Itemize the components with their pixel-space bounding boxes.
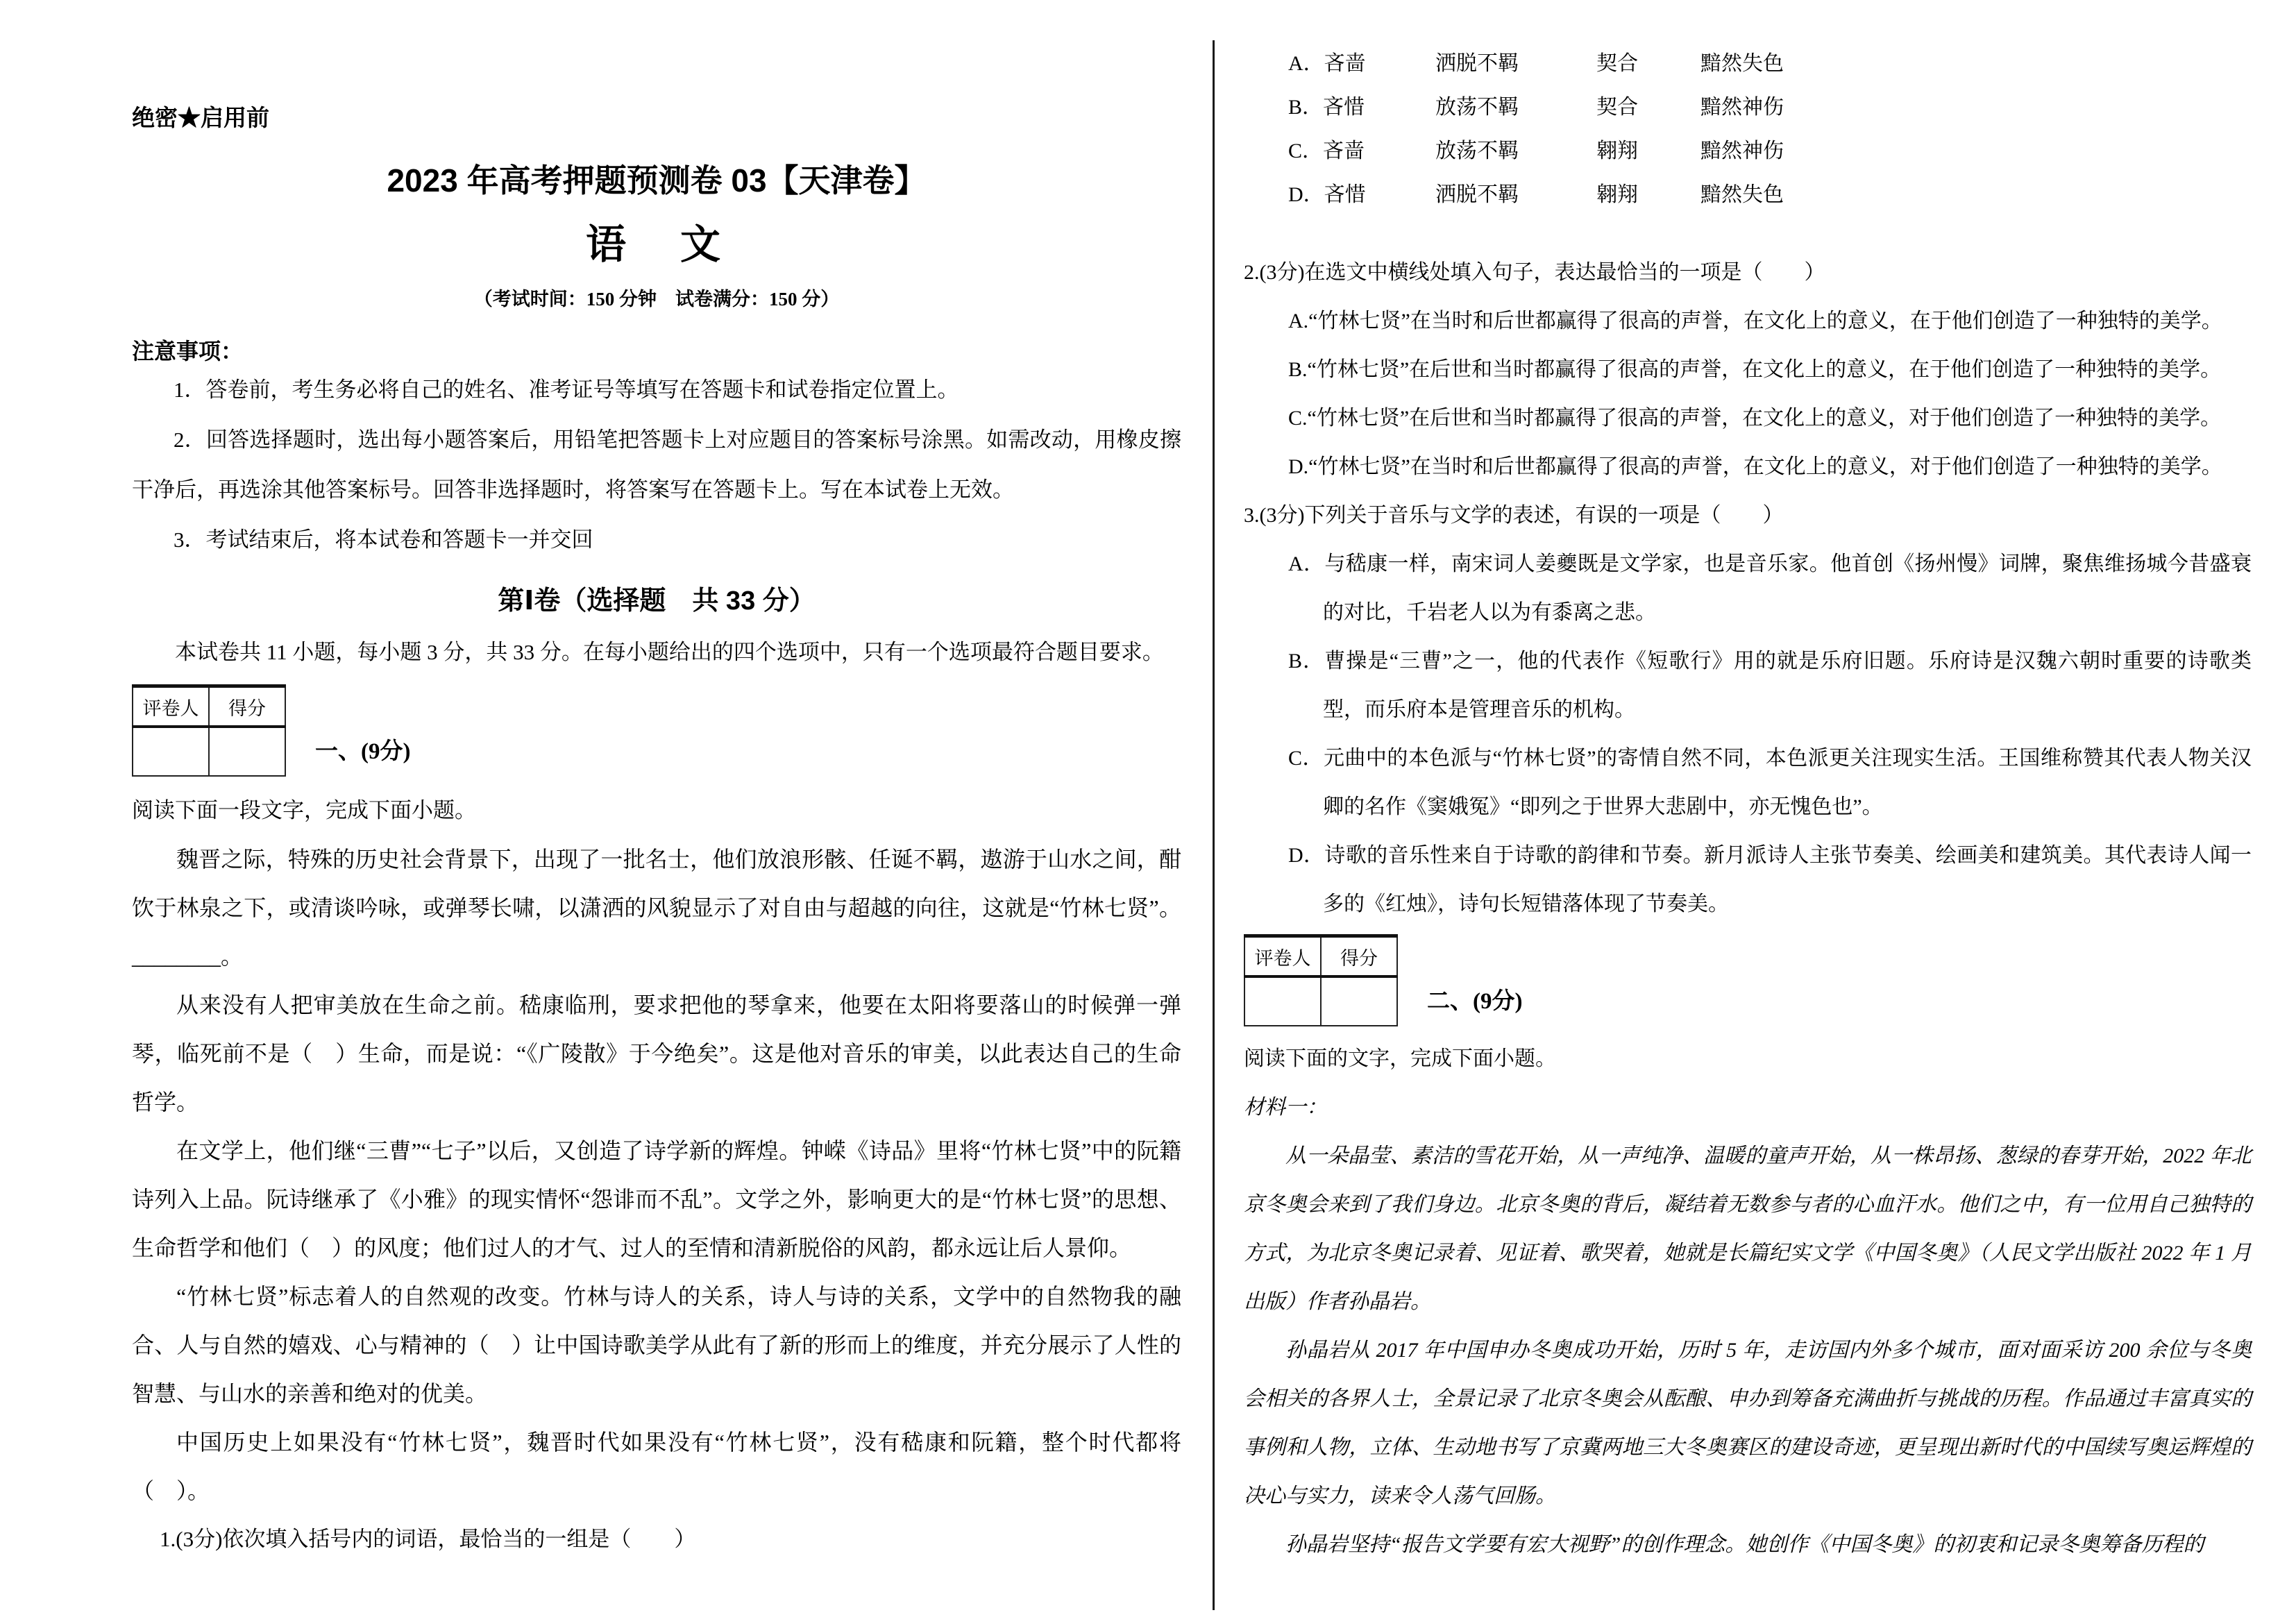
material-paragraph-3: 孙晶岩坚持“报告文学要有宏大视野”的创作理念。她创作《中国冬奥》的初衷和记录冬奥筹备历程的: [1285, 1533, 2204, 1556]
secrecy-label: 绝密★启用前: [132, 105, 269, 130]
passage-paragraph-4: “竹林七贤”标志着人的自然观的改变。竹林与诗人的关系，诗人与诗的关系，文学中的自然物我的融合、人与自然的嬉戏、心与精神的（ ）让中国诗歌美学从此有了新的形而上的维度，并充分展示了人性的智慧、与山水的亲善和绝对的优美。: [132, 1284, 1181, 1406]
score-cell-label: 得分: [209, 686, 285, 727]
q1-option-c-word2: 放荡不羁: [1435, 139, 1519, 162]
exam-meta: （考试时间：150 分钟 试卷满分：150 分）: [473, 289, 840, 310]
question-1-options: [1244, 42, 2252, 217]
material-paragraph-2: 孙晶岩从 2017 年中国申办冬奥成功开始，历时 5 年，走访国内外多个城市，面对面采访 200 余位与冬奥会相关的各界人士，全景记录了北京冬奥会从酝酿、申办到筹备充满曲折与挑战的历程。作品通过丰富真实的事例和人物，立体、生动地书写了京冀两地三大冬奥赛区的建设奇迹，更呈现出新时代的中国续写奥运辉煌的决心与实力，读来令人荡气回肠。: [1244, 1339, 2252, 1507]
question-1-stem: 1.(3分)依次填入括号内的词语，最恰当的一组是（ ）: [160, 1527, 696, 1551]
question-2-stem: 2.(3分)在选文中横线处填入句子，表达最恰当的一项是（ ）: [1244, 261, 1825, 284]
material-paragraph-1: 从一朵晶莹、素洁的雪花开始，从一声纯净、温暖的童声开始，从一株昂扬、葱绿的春芽开始，2022 年北京冬奥会来到了我们身边。北京冬奥的背后，凝结着无数参与者的心血汗水。他们之中，有一位用自己独特的方式，为北京冬奥记录着、见证着、歌哭着，她就是长篇纪实文学《中国冬奥》（人民文学出版社 2022 年 1 月出版）作者孙晶岩。: [1244, 1144, 2252, 1313]
q2-option-b: B.“竹林七贤”在后世和当时都赢得了很高的声誉，在文化上的意义，在于他们创造了一种独特的美学。: [1288, 358, 2222, 381]
q1-option-d-word3: 翱翔: [1596, 183, 1638, 206]
section1-intro: 本试卷共 11 小题，每小题 3 分，共 33 分。在每小题给出的四个选项中，只有一个选项最符合题目要求。: [175, 640, 1164, 664]
grader-score-table: [132, 684, 286, 777]
score-cell-empty-2: [1321, 976, 1397, 1026]
reading-lead-2: 阅读下面的文字，完成下面小题。: [1244, 1047, 1556, 1070]
exam-subject: 语 文: [585, 222, 727, 267]
question-3-block: [1244, 491, 2252, 929]
q1-option-a-word4: 黯然失色: [1700, 52, 1784, 75]
score-cell-label-2: 得分: [1321, 936, 1397, 977]
grader-score-block-2: [1244, 934, 2252, 1026]
q1-option-d-word2: 洒脱不羁: [1435, 183, 1519, 206]
notice-item-1: 1．答卷前，考生务必将自己的姓名、准考证号等填写在答题卡和试卷指定位置上。: [174, 378, 959, 402]
left-column: [132, 104, 1181, 1564]
grader-score-block-1: [132, 684, 1181, 777]
material-1-label: 材料一：: [1244, 1096, 1327, 1119]
part-two-label: 二、(9分): [1427, 989, 1523, 1014]
notice-heading: 注意事项：: [132, 339, 244, 364]
q1-option-b-word3: 契合: [1596, 96, 1638, 119]
passage-paragraph-2: 从来没有人把审美放在生命之前。嵇康临刑，要求把他的琴拿来，他要在太阳将要落山的时候弹一弹琴，临死前不是（ ）生命，而是说：“《广陵散》于今绝矣”。这是他对音乐的审美，以此表达自己的生命哲学。: [132, 992, 1181, 1115]
passage-paragraph-5: 中国历史上如果没有“竹林七贤”，魏晋时代如果没有“竹林七贤”，没有嵇康和阮籍，整个时代都将（ ）。: [132, 1430, 1181, 1503]
q2-option-d: D.“竹林七贤”在当时和后世都赢得了很高的声誉，在文化上的意义，对于他们创造了一种独特的美学。: [1288, 455, 2222, 478]
q1-option-c-word3: 翱翔: [1596, 139, 1638, 162]
q1-option-a-word2: 洒脱不羁: [1435, 52, 1519, 75]
reading-lead-1: 阅读下面一段文字，完成下面小题。: [132, 798, 476, 822]
notice-item-3: 3．考试结束后，将本试卷和答题卡一并交回: [174, 527, 593, 552]
q3-option-b: B．曹操是“三曹”之一，他的代表作《短歌行》用的就是乐府旧题。乐府诗是汉魏六朝时重要的诗歌类型，而乐府本是管理音乐的机构。: [1288, 650, 2252, 721]
q1-option-b-word1: B．吝惜: [1288, 96, 1365, 119]
q1-option-d-word1: D．吝惜: [1288, 183, 1366, 206]
q2-option-a: A.“竹林七贤”在当时和后世都赢得了很高的声誉，在文化上的意义，在于他们创造了一种独特的美学。: [1288, 310, 2222, 332]
grader-cell-label: 评卷人: [133, 686, 209, 727]
q3-option-c: C．元曲中的本色派与“竹林七贤”的寄情自然不同，本色派更关注现实生活。王国维称赞其代表人物关汉卿的名作《窦娥冤》“即列之于世界大悲剧中，亦无愧色也”。: [1288, 747, 2252, 818]
grader-cell-empty-2: [1244, 976, 1321, 1026]
q1-option-c-word4: 黯然神伤: [1700, 139, 1784, 162]
part-one-label: 一、(9分): [315, 739, 411, 764]
grader-score-table-2: [1244, 934, 1398, 1026]
q3-option-d: D．诗歌的音乐性来自于诗歌的韵律和节奏。新月派诗人主张节奏美、绘画美和建筑美。其代表诗人闻一多的《红烛》，诗句长短错落体现了节奏美。: [1288, 844, 2252, 915]
q1-option-b-word2: 放荡不羁: [1435, 96, 1519, 119]
q3-option-a: A．与嵇康一样，南宋词人姜夔既是文学家，也是音乐家。他首创《扬州慢》词牌，聚焦维扬城今昔盛衰的对比，千岩老人以为有黍离之悲。: [1288, 552, 2252, 624]
notice-item-2: 2．回答选择题时，选出每小题答案后，用铅笔把答题卡上对应题目的答案标号涂黑。如需改动，用橡皮擦干净后，再选涂其他答案标号。回答非选择题时，将答案写在答题卡上。写在本试卷上无效。: [132, 428, 1181, 502]
q2-option-c: C.“竹林七贤”在后世和当时都赢得了很高的声誉，在文化上的意义，对于他们创造了一种独特的美学。: [1288, 407, 2222, 430]
column-divider: [1213, 40, 1215, 1610]
question-2-block: [1244, 248, 2252, 491]
q1-option-a-word1: A．吝啬: [1288, 52, 1366, 75]
passage-paragraph-3: 在文学上，他们继“三曹”“七子”以后，又创造了诗学新的辉煌。钟嵘《诗品》里将“竹林七贤”中的阮籍诗列入上品。阮诗继承了《小雅》的现实情怀“怨诽而不乱”。文学之外，影响更大的是“竹林七贤”的思想、生命哲学和他们（ ）的风度；他们过人的才气、过人的至情和清新脱俗的风韵，都永远让后人景仰。: [132, 1138, 1181, 1260]
q1-option-b-word4: 黯然神伤: [1700, 96, 1784, 119]
question-3-stem: 3.(3分)下列关于音乐与文学的表述，有误的一项是（ ）: [1244, 504, 1784, 527]
q1-option-d-word4: 黯然失色: [1700, 183, 1784, 206]
grader-cell-empty: [133, 727, 209, 776]
right-column: [1244, 42, 2252, 1569]
exam-title: 2023 年高考押题预测卷 03【天津卷】: [387, 162, 927, 198]
score-cell-empty: [209, 727, 285, 776]
q1-option-c-word1: C．吝啬: [1288, 139, 1365, 162]
grader-cell-label-2: 评卷人: [1244, 936, 1321, 977]
q1-option-a-word3: 契合: [1596, 52, 1638, 75]
section1-heading: 第Ⅰ卷（选择题 共 33 分）: [498, 586, 816, 616]
passage-paragraph-1: 魏晋之际，特殊的历史社会背景下，出现了一批名士，他们放浪形骸、任诞不羁，遨游于山水之间，酣饮于林泉之下，或清谈吟咏，或弹琴长啸，以潇洒的风貌显示了对自由与超越的向往，这就是“竹林七贤”。________。: [132, 847, 1181, 969]
